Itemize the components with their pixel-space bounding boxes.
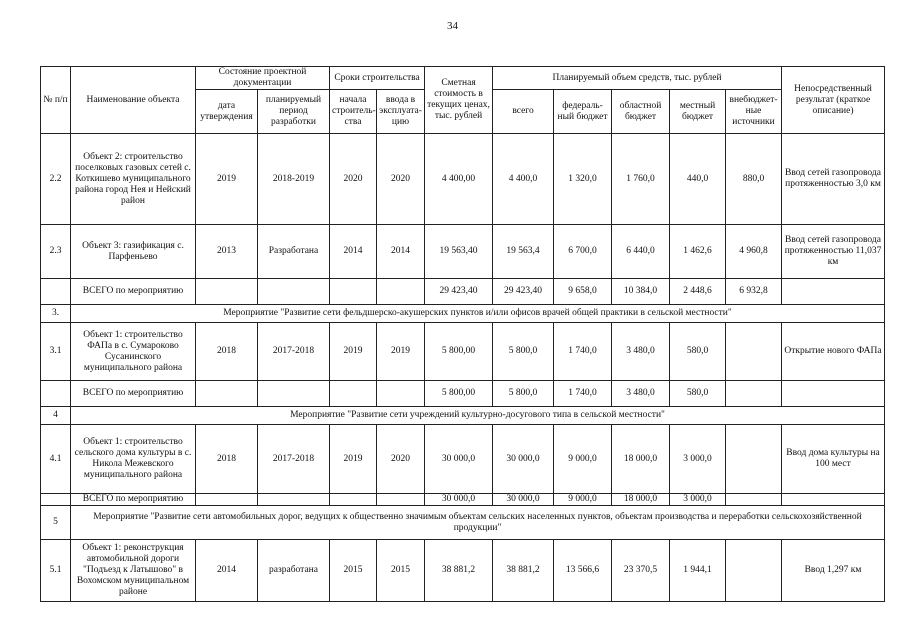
funds-local: 580,0 <box>670 323 726 381</box>
object-name: Объект 3: газификация с. Парфеньево <box>71 225 196 279</box>
object-name: Объект 1: строительство ФАПа в с. Сумароково Сусанинского муниципального района <box>71 323 196 381</box>
start-year: 2020 <box>330 134 377 225</box>
funds-regional: 18 000,0 <box>612 425 670 494</box>
header-result: Непосредственный результат (краткое описание) <box>782 67 885 134</box>
funds-federal: 6 700,0 <box>554 225 612 279</box>
row-num <box>41 381 71 407</box>
row-num: 4.1 <box>41 425 71 494</box>
total-label: ВСЕГО по мероприятию <box>71 381 196 407</box>
header-funds-total: всего <box>493 90 554 134</box>
table-row <box>41 134 885 225</box>
docs-period: 2017-2018 <box>258 323 330 381</box>
object-name: Объект 2: строительство поселковых газовых сетей с. Коткишево муниципального района город Нея и Нейский район <box>71 134 196 225</box>
total-row <box>41 494 885 506</box>
funds-total: 19 563,4 <box>493 225 554 279</box>
docs-date: 2013 <box>196 225 258 279</box>
funds-extra <box>726 494 782 506</box>
funds-local: 1 944,1 <box>670 540 726 602</box>
result-text: Ввод сетей газопровода протяженностью 11,037 км <box>782 225 885 279</box>
funds-regional: 3 480,0 <box>612 381 670 407</box>
cost-value: 30 000,0 <box>425 425 493 494</box>
funds-extra: 880,0 <box>726 134 782 225</box>
cost-value: 30 000,0 <box>425 494 493 506</box>
end-year: 2015 <box>377 540 425 602</box>
end-year: 2014 <box>377 225 425 279</box>
funds-federal: 9 000,0 <box>554 494 612 506</box>
cost-value: 19 563,40 <box>425 225 493 279</box>
header-terms-start: начала строитель-ства <box>330 90 377 134</box>
end-year: 2019 <box>377 323 425 381</box>
funds-extra: 4 960,8 <box>726 225 782 279</box>
section-num: 3. <box>41 305 71 323</box>
funds-federal: 9 000,0 <box>554 425 612 494</box>
funds-regional: 10 384,0 <box>612 279 670 305</box>
header-funds-federal: федераль-ный бюджет <box>554 90 612 134</box>
section-title: Мероприятие "Развитие сети фельдшерско-акушерских пунктов и/или офисов врачей общей практики в сельской местности" <box>71 305 885 323</box>
cost-value: 5 800,00 <box>425 323 493 381</box>
header-funds-local: местный бюджет <box>670 90 726 134</box>
row-num <box>41 494 71 506</box>
funds-regional: 1 760,0 <box>612 134 670 225</box>
funds-total: 30 000,0 <box>493 425 554 494</box>
funds-federal: 1 320,0 <box>554 134 612 225</box>
funds-extra <box>726 323 782 381</box>
funds-federal: 13 566,6 <box>554 540 612 602</box>
funds-regional: 3 480,0 <box>612 323 670 381</box>
docs-date: 2018 <box>196 425 258 494</box>
investment-table <box>40 66 885 602</box>
section-num: 5 <box>41 506 71 540</box>
object-name: Объект 1: реконструкция автомобильной дороги "Подъезд к Латышово" в Вохомском муниципальном районе <box>71 540 196 602</box>
section-title: Мероприятие "Развитие сети учреждений культурно-досугового типа в сельской местности" <box>71 407 885 425</box>
table-row <box>41 323 885 381</box>
end-year: 2020 <box>377 425 425 494</box>
cost-value: 29 423,40 <box>425 279 493 305</box>
funds-local: 2 448,6 <box>670 279 726 305</box>
funds-extra: 6 932,8 <box>726 279 782 305</box>
row-num <box>41 279 71 305</box>
start-year: 2015 <box>330 540 377 602</box>
funds-total: 30 000,0 <box>493 494 554 506</box>
funds-extra <box>726 381 782 407</box>
header-funds-extra: внебюджет-ные источники <box>726 90 782 134</box>
table-row <box>41 540 885 602</box>
header-docs-date: дата утверждения <box>196 90 258 134</box>
docs-date: 2014 <box>196 540 258 602</box>
funds-extra <box>726 425 782 494</box>
funds-total: 38 881,2 <box>493 540 554 602</box>
page-number: 34 <box>447 20 458 32</box>
section-row <box>41 506 885 540</box>
end-year: 2020 <box>377 134 425 225</box>
section-row <box>41 407 885 425</box>
row-num: 2.3 <box>41 225 71 279</box>
docs-date: 2019 <box>196 134 258 225</box>
funds-regional: 6 440,0 <box>612 225 670 279</box>
start-year: 2019 <box>330 323 377 381</box>
total-label: ВСЕГО по мероприятию <box>71 494 196 506</box>
funds-total: 5 800,0 <box>493 323 554 381</box>
funds-local: 3 000,0 <box>670 494 726 506</box>
result-text: Ввод сетей газопровода протяженностью 3,0 км <box>782 134 885 225</box>
cost-value: 4 400,00 <box>425 134 493 225</box>
result-text: Открытие нового ФАПа <box>782 323 885 381</box>
docs-date: 2018 <box>196 323 258 381</box>
docs-period: разработана <box>258 540 330 602</box>
start-year: 2019 <box>330 425 377 494</box>
funds-regional: 18 000,0 <box>612 494 670 506</box>
header-row-top <box>41 67 885 90</box>
funds-federal: 1 740,0 <box>554 381 612 407</box>
header-funds-group: Планируемый объем средств, тыс. рублей <box>493 67 782 90</box>
docs-period: Разработана <box>258 225 330 279</box>
header-terms-group: Сроки строительства <box>330 67 425 90</box>
docs-period: 2017-2018 <box>258 425 330 494</box>
funds-local: 1 462,6 <box>670 225 726 279</box>
result-text: Ввод дома культуры на 100 мест <box>782 425 885 494</box>
header-terms-end: ввода в эксплуата-цию <box>377 90 425 134</box>
total-row <box>41 279 885 305</box>
cost-value: 5 800,00 <box>425 381 493 407</box>
section-num: 4 <box>41 407 71 425</box>
funds-local: 580,0 <box>670 381 726 407</box>
header-docs-period: планируемый период разработки <box>258 90 330 134</box>
table-row <box>41 425 885 494</box>
funds-federal: 1 740,0 <box>554 323 612 381</box>
header-docs-group: Состояние проектной документации <box>196 67 330 90</box>
header-funds-regional: областной бюджет <box>612 90 670 134</box>
cost-value: 38 881,2 <box>425 540 493 602</box>
header-num: № п/п <box>41 67 71 134</box>
object-name: Объект 1: строительство сельского дома культуры в с. Никола Межевского муниципального района <box>71 425 196 494</box>
section-title: Мероприятие "Развитие сети автомобильных дорог, ведущих к общественно значимым объектам сельских населенных пунктов, объектам производства и переработки сельскохозяйственной продукции" <box>71 506 885 540</box>
funds-extra <box>726 540 782 602</box>
funds-total: 5 800,0 <box>493 381 554 407</box>
funds-total: 4 400,0 <box>493 134 554 225</box>
funds-total: 29 423,40 <box>493 279 554 305</box>
row-num: 3.1 <box>41 323 71 381</box>
header-name: Наименование объекта <box>71 67 196 134</box>
result-text: Ввод 1,297 км <box>782 540 885 602</box>
section-row <box>41 305 885 323</box>
start-year: 2014 <box>330 225 377 279</box>
total-label: ВСЕГО по мероприятию <box>71 279 196 305</box>
funds-regional: 23 370,5 <box>612 540 670 602</box>
row-num: 2.2 <box>41 134 71 225</box>
total-row <box>41 381 885 407</box>
header-cost: Сметная стоимость в текущих ценах, тыс. рублей <box>425 67 493 134</box>
docs-period: 2018-2019 <box>258 134 330 225</box>
funds-local: 440,0 <box>670 134 726 225</box>
funds-local: 3 000,0 <box>670 425 726 494</box>
funds-federal: 9 658,0 <box>554 279 612 305</box>
row-num: 5.1 <box>41 540 71 602</box>
table-row <box>41 225 885 279</box>
